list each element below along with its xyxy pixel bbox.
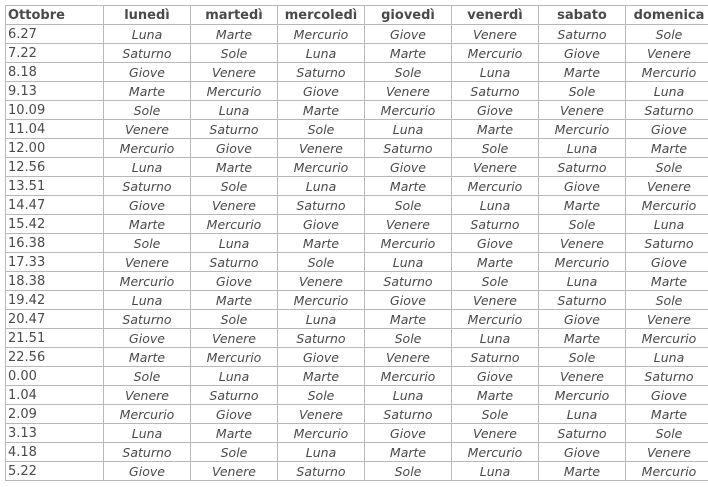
planet-cell: Saturno [278, 63, 365, 82]
hour-time-cell: 8.18 [6, 63, 104, 82]
hour-time-cell: 5.22 [6, 462, 104, 481]
day-header-sunday: domenica [626, 6, 708, 25]
planet-cell: Giove [104, 462, 191, 481]
planet-cell: Luna [452, 462, 539, 481]
planet-cell: Luna [365, 120, 452, 139]
hour-time-cell: 2.09 [6, 405, 104, 424]
planet-cell: Sole [539, 348, 626, 367]
planet-cell: Saturno [452, 348, 539, 367]
planet-cell: Luna [104, 291, 191, 310]
planet-cell: Luna [626, 82, 708, 101]
planet-cell: Luna [365, 253, 452, 272]
planet-cell: Mercurio [104, 139, 191, 158]
planet-cell: Luna [278, 310, 365, 329]
planet-cell: Sole [452, 272, 539, 291]
table-row [6, 291, 708, 310]
table-row [6, 177, 708, 196]
planet-cell: Mercurio [626, 329, 708, 348]
planet-cell: Saturno [539, 424, 626, 443]
planet-cell: Marte [539, 462, 626, 481]
planet-cell: Mercurio [365, 367, 452, 386]
planet-cell: Venere [278, 405, 365, 424]
hour-time-cell: 12.56 [6, 158, 104, 177]
planet-cell: Venere [452, 25, 539, 44]
planet-cell: Giove [104, 63, 191, 82]
planet-cell: Luna [191, 234, 278, 253]
table-row [6, 386, 708, 405]
planet-cell: Giove [626, 253, 708, 272]
planet-cell: Marte [191, 25, 278, 44]
hour-time-cell: 11.04 [6, 120, 104, 139]
table-row [6, 25, 708, 44]
planet-cell: Saturno [104, 177, 191, 196]
planet-cell: Sole [365, 462, 452, 481]
planet-cell: Mercurio [191, 348, 278, 367]
table-row [6, 44, 708, 63]
planet-cell: Saturno [365, 272, 452, 291]
planet-cell: Luna [191, 101, 278, 120]
table-row [6, 158, 708, 177]
planet-cell: Sole [452, 139, 539, 158]
hour-time-cell: 3.13 [6, 424, 104, 443]
planet-cell: Marte [626, 405, 708, 424]
planet-cell: Saturno [626, 101, 708, 120]
planet-cell: Saturno [452, 215, 539, 234]
planet-cell: Sole [278, 386, 365, 405]
hour-time-cell: 14.47 [6, 196, 104, 215]
table-row [6, 310, 708, 329]
planet-cell: Saturno [539, 25, 626, 44]
planet-cell: Giove [191, 139, 278, 158]
table-row [6, 253, 708, 272]
planet-cell: Giove [104, 329, 191, 348]
planet-cell: Marte [278, 367, 365, 386]
planet-cell: Venere [539, 367, 626, 386]
planet-cell: Saturno [626, 367, 708, 386]
planet-cell: Sole [626, 291, 708, 310]
planet-cell: Marte [539, 196, 626, 215]
planet-cell: Sole [278, 120, 365, 139]
planet-cell: Marte [365, 443, 452, 462]
planet-cell: Saturno [452, 82, 539, 101]
planet-cell: Sole [539, 82, 626, 101]
planet-cell: Venere [539, 101, 626, 120]
planet-cell: Venere [191, 462, 278, 481]
planet-cell: Mercurio [278, 158, 365, 177]
planet-cell: Mercurio [452, 443, 539, 462]
planet-cell: Venere [452, 291, 539, 310]
planet-cell: Mercurio [626, 196, 708, 215]
planet-cell: Saturno [278, 196, 365, 215]
planet-cell: Venere [191, 329, 278, 348]
planet-cell: Venere [278, 139, 365, 158]
planet-cell: Luna [104, 158, 191, 177]
planet-cell: Mercurio [626, 462, 708, 481]
planet-cell: Luna [539, 139, 626, 158]
planet-cell: Marte [278, 101, 365, 120]
planet-cell: Mercurio [539, 386, 626, 405]
planet-cell: Venere [452, 424, 539, 443]
hour-time-cell: 20.47 [6, 310, 104, 329]
planet-cell: Mercurio [539, 120, 626, 139]
hour-time-cell: 22.56 [6, 348, 104, 367]
planet-cell: Mercurio [104, 272, 191, 291]
header-row [6, 6, 708, 25]
planet-cell: Mercurio [452, 44, 539, 63]
table-row [6, 234, 708, 253]
day-header-tuesday: martedì [191, 6, 278, 25]
day-header-thursday: giovedì [365, 6, 452, 25]
planet-cell: Sole [104, 367, 191, 386]
planet-cell: Giove [626, 120, 708, 139]
planet-cell: Giove [104, 196, 191, 215]
planet-cell: Mercurio [452, 310, 539, 329]
planet-cell: Luna [191, 367, 278, 386]
planet-cell: Venere [452, 158, 539, 177]
planet-cell: Luna [278, 44, 365, 63]
planet-cell: Luna [452, 63, 539, 82]
planet-cell: Venere [626, 177, 708, 196]
planet-cell: Venere [365, 82, 452, 101]
planet-cell: Venere [539, 234, 626, 253]
planet-cell: Giove [191, 272, 278, 291]
hour-time-cell: 19.42 [6, 291, 104, 310]
planet-cell: Sole [626, 424, 708, 443]
planet-cell: Venere [365, 215, 452, 234]
planet-cell: Venere [626, 44, 708, 63]
planet-cell: Mercurio [191, 215, 278, 234]
table-row [6, 405, 708, 424]
planet-cell: Giove [365, 25, 452, 44]
planet-cell: Giove [452, 101, 539, 120]
hour-time-cell: 7.22 [6, 44, 104, 63]
planet-cell: Marte [539, 329, 626, 348]
planet-cell: Giove [278, 348, 365, 367]
planet-cell: Giove [278, 215, 365, 234]
planet-cell: Giove [539, 443, 626, 462]
planet-cell: Mercurio [626, 63, 708, 82]
hour-time-cell: 16.38 [6, 234, 104, 253]
planet-cell: Luna [626, 348, 708, 367]
planet-cell: Sole [191, 44, 278, 63]
planet-cell: Marte [104, 215, 191, 234]
planet-cell: Mercurio [191, 82, 278, 101]
planet-cell: Luna [539, 272, 626, 291]
planet-cell: Giove [539, 44, 626, 63]
planetary-hours-table-container [5, 5, 708, 481]
planet-cell: Venere [626, 310, 708, 329]
planet-cell: Venere [626, 443, 708, 462]
planet-cell: Saturno [365, 405, 452, 424]
planet-cell: Luna [452, 329, 539, 348]
planet-cell: Giove [278, 82, 365, 101]
planet-cell: Venere [104, 253, 191, 272]
planet-cell: Giove [365, 158, 452, 177]
hour-time-cell: 1.04 [6, 386, 104, 405]
day-header-wednesday: mercoledì [278, 6, 365, 25]
planet-cell: Marte [452, 120, 539, 139]
table-row [6, 367, 708, 386]
table-row [6, 215, 708, 234]
planet-cell: Saturno [104, 44, 191, 63]
planet-cell: Giove [365, 424, 452, 443]
planet-cell: Sole [452, 405, 539, 424]
planet-cell: Sole [191, 443, 278, 462]
planet-cell: Mercurio [365, 101, 452, 120]
planet-cell: Marte [626, 139, 708, 158]
planet-cell: Saturno [539, 158, 626, 177]
planet-cell: Marte [365, 310, 452, 329]
table-row [6, 329, 708, 348]
planet-cell: Venere [191, 63, 278, 82]
planet-cell: Sole [191, 310, 278, 329]
planet-cell: Sole [278, 253, 365, 272]
planet-cell: Giove [452, 367, 539, 386]
table-row [6, 196, 708, 215]
table-row [6, 348, 708, 367]
table-row [6, 82, 708, 101]
hour-time-cell: 18.38 [6, 272, 104, 291]
planet-cell: Marte [191, 291, 278, 310]
planet-cell: Mercurio [104, 405, 191, 424]
planet-cell: Giove [539, 310, 626, 329]
planet-cell: Marte [104, 348, 191, 367]
hour-time-cell: 4.18 [6, 443, 104, 462]
planet-cell: Marte [626, 272, 708, 291]
planet-cell: Venere [104, 386, 191, 405]
planet-cell: Sole [626, 158, 708, 177]
table-row [6, 139, 708, 158]
planet-cell: Marte [539, 63, 626, 82]
planet-cell: Giove [452, 234, 539, 253]
hour-time-cell: 0.00 [6, 367, 104, 386]
planet-cell: Sole [365, 196, 452, 215]
planet-cell: Marte [452, 253, 539, 272]
hour-time-cell: 6.27 [6, 25, 104, 44]
planet-cell: Sole [626, 25, 708, 44]
table-row [6, 424, 708, 443]
planet-cell: Sole [191, 177, 278, 196]
hour-time-cell: 12.00 [6, 139, 104, 158]
planet-cell: Saturno [104, 310, 191, 329]
hour-time-cell: 17.33 [6, 253, 104, 272]
planet-cell: Saturno [191, 253, 278, 272]
table-row [6, 101, 708, 120]
planet-cell: Luna [104, 25, 191, 44]
table-row [6, 462, 708, 481]
day-header-friday: venerdì [452, 6, 539, 25]
hour-time-cell: 15.42 [6, 215, 104, 234]
planet-cell: Giove [626, 386, 708, 405]
planet-cell: Luna [278, 177, 365, 196]
planet-cell: Luna [278, 443, 365, 462]
planet-cell: Venere [278, 272, 365, 291]
planet-cell: Saturno [278, 329, 365, 348]
planet-cell: Luna [539, 405, 626, 424]
planet-cell: Venere [104, 120, 191, 139]
planet-cell: Marte [191, 158, 278, 177]
month-header: Ottobre [6, 6, 104, 25]
hour-time-cell: 21.51 [6, 329, 104, 348]
planet-cell: Luna [452, 196, 539, 215]
table-row [6, 120, 708, 139]
hour-time-cell: 10.09 [6, 101, 104, 120]
planet-cell: Giove [539, 177, 626, 196]
table-row [6, 272, 708, 291]
planet-cell: Mercurio [278, 291, 365, 310]
planet-cell: Saturno [278, 462, 365, 481]
planet-cell: Saturno [191, 386, 278, 405]
planet-cell: Mercurio [452, 177, 539, 196]
table-row [6, 443, 708, 462]
planet-cell: Marte [278, 234, 365, 253]
planet-cell: Sole [104, 234, 191, 253]
day-header-monday: lunedì [104, 6, 191, 25]
planet-cell: Sole [365, 63, 452, 82]
planet-cell: Mercurio [365, 234, 452, 253]
planet-cell: Venere [191, 196, 278, 215]
day-header-saturday: sabato [539, 6, 626, 25]
planet-cell: Saturno [191, 120, 278, 139]
planet-cell: Marte [365, 177, 452, 196]
planet-cell: Mercurio [278, 25, 365, 44]
planet-cell: Mercurio [278, 424, 365, 443]
planet-cell: Saturno [365, 139, 452, 158]
planet-cell: Marte [365, 44, 452, 63]
planet-cell: Luna [365, 386, 452, 405]
planet-cell: Mercurio [539, 253, 626, 272]
planet-cell: Saturno [539, 291, 626, 310]
planet-cell: Marte [191, 424, 278, 443]
hour-time-cell: 9.13 [6, 82, 104, 101]
planet-cell: Sole [539, 215, 626, 234]
planet-cell: Venere [365, 348, 452, 367]
planet-cell: Saturno [626, 234, 708, 253]
planet-cell: Giove [365, 291, 452, 310]
planet-cell: Sole [104, 101, 191, 120]
planet-cell: Giove [191, 405, 278, 424]
planet-cell: Luna [104, 424, 191, 443]
table-row [6, 63, 708, 82]
planet-cell: Sole [365, 329, 452, 348]
hour-time-cell: 13.51 [6, 177, 104, 196]
planetary-hours-table [5, 5, 708, 481]
planet-cell: Saturno [104, 443, 191, 462]
planet-cell: Marte [104, 82, 191, 101]
planet-cell: Luna [626, 215, 708, 234]
planet-cell: Marte [452, 386, 539, 405]
